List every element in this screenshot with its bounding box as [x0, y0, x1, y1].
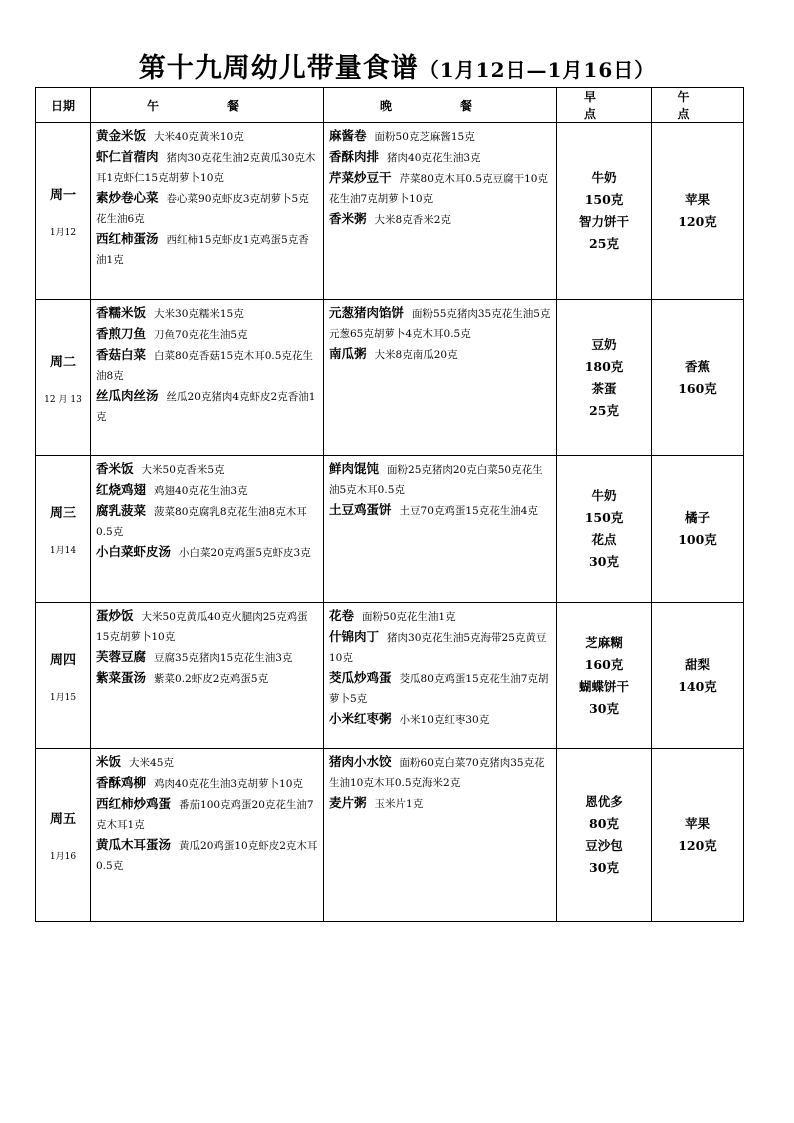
dish-ingredients: 小米10克红枣30克: [399, 714, 490, 726]
day-row: [36, 123, 744, 300]
dish-name: 香煎刀鱼: [96, 326, 147, 341]
header-morning-snack: 早 点: [557, 88, 652, 123]
dish-name: 鲜肉馄饨: [329, 461, 380, 476]
day-date: 1月12: [49, 228, 77, 238]
snack-item: 香蕉: [684, 358, 710, 374]
snack-item: 豆沙包: [585, 838, 623, 853]
dish-ingredients: 丝瓜20克猪肉4克虾皮2克香油1克: [96, 391, 316, 423]
dish-name: 米饭: [96, 754, 122, 769]
day-name: 周一: [49, 188, 76, 203]
dish-name: 虾仁首蓿肉: [96, 149, 159, 164]
snack-item: 120克: [678, 214, 717, 229]
dish-name: 腐乳菠菜: [96, 503, 147, 518]
header-row: [36, 88, 744, 123]
day-date: 12 月 13: [44, 394, 82, 405]
dish-entry: [329, 209, 552, 230]
dish-ingredients: 玉米片1克: [374, 798, 424, 810]
morning-snack-cell: [557, 456, 652, 603]
afternoon-snack-cell: [652, 749, 744, 922]
morning-snack-cell: [557, 603, 652, 749]
snack-item: 豆奶: [591, 336, 617, 352]
snack-item: 120克: [678, 838, 717, 853]
dish-name: 香酥肉排: [329, 149, 380, 164]
day-cell: [36, 456, 91, 603]
dish-ingredients: 猪肉40克花生油3克: [387, 152, 481, 164]
snack-item: 恩优多: [585, 794, 623, 809]
snack-item: 茶蛋: [591, 380, 617, 396]
lunch-cell: [91, 603, 324, 749]
dinner-cell: [324, 300, 557, 456]
dish-ingredients: 大米30克糯米15克: [154, 308, 244, 320]
morning-snack-cell: [557, 300, 652, 456]
dish-entry: [329, 627, 552, 668]
dish-name: 元葱猪肉馅饼: [329, 305, 405, 320]
dish-entry: [96, 345, 319, 386]
dish-name: 香菇白菜: [96, 347, 147, 362]
snack-item: 150克: [584, 192, 624, 207]
dish-ingredients: 黄瓜20鸡蛋10克虾皮2克木耳0.5克: [96, 840, 318, 872]
snack-item: 140克: [678, 678, 717, 694]
dish-name: 西红柿蛋汤: [96, 231, 159, 246]
dish-entry: [96, 324, 319, 345]
dish-entry: [96, 542, 319, 563]
dish-ingredients: 白菜80克香菇15克木耳0.5克花生油8克: [96, 350, 313, 382]
morning-snack-cell: [557, 123, 652, 300]
dish-name: 茭瓜炒鸡蛋: [329, 670, 392, 685]
dish-name: 麻酱卷: [329, 128, 367, 143]
dish-entry: [96, 188, 319, 229]
dish-ingredients: 西红柿15克虾皮1克鸡蛋5克香油1克: [96, 234, 309, 266]
page-title: [0, 46, 794, 85]
dish-ingredients: 大米8克南瓜20克: [374, 349, 458, 361]
dinner-cell: [324, 123, 557, 300]
dish-ingredients: 面粉50克芝麻酱15克: [374, 131, 475, 143]
dish-name: 香米饭: [96, 461, 134, 476]
snack-item: 30克: [589, 700, 619, 716]
lunch-cell: [91, 456, 324, 603]
dish-name: 花卷: [329, 608, 355, 623]
dish-ingredients: 豆腐35克猪肉15克花生油3克: [154, 652, 293, 664]
dish-name: 黄瓜木耳蛋汤: [96, 837, 172, 852]
dish-entry: [329, 168, 552, 209]
dish-entry: [96, 480, 319, 501]
snack-item: 180克: [584, 358, 624, 374]
day-cell: [36, 603, 91, 749]
title-date-range: （1月12日—1月16日）: [418, 58, 656, 82]
header-afternoon-snack: 午 点: [652, 88, 744, 123]
dish-entry: [96, 501, 319, 542]
dish-name: 香酥鸡柳: [96, 775, 147, 790]
dish-entry: [96, 126, 319, 147]
menu-table: [35, 87, 744, 922]
dish-entry: [96, 647, 319, 668]
dish-ingredients: 猪肉30克花生油5克海带25克黄豆10克: [329, 632, 547, 664]
snack-item: 80克: [589, 816, 619, 831]
afternoon-snack-cell: [652, 123, 744, 300]
dish-name: 麦片粥: [329, 795, 367, 810]
header-date: 日期: [36, 88, 91, 123]
snack-item: 150克: [584, 510, 624, 525]
dish-name: 丝瓜肉丝汤: [96, 388, 159, 403]
afternoon-snack-cell: [652, 300, 744, 456]
header-lunch: 午 餐: [91, 88, 324, 123]
dish-entry: [96, 606, 319, 647]
dish-entry: [329, 668, 552, 709]
dish-name: 西红柿炒鸡蛋: [96, 796, 172, 811]
dish-ingredients: 大米8克香米2克: [374, 214, 451, 226]
dish-entry: [96, 147, 319, 188]
dish-ingredients: 刀鱼70克花生油5克: [154, 329, 248, 341]
menu-body: [36, 123, 744, 922]
dish-entry: [96, 668, 319, 689]
snack-item: 苹果: [684, 192, 710, 207]
snack-item: 甜梨: [684, 656, 710, 672]
dish-entry: [329, 147, 552, 168]
snack-item: 30克: [589, 554, 619, 569]
dish-entry: [96, 386, 319, 427]
dinner-cell: [324, 603, 557, 749]
dish-entry: [329, 606, 552, 627]
day-date: 1月14: [49, 546, 77, 556]
dish-entry: [329, 793, 552, 814]
snack-item: 30克: [589, 860, 619, 875]
dish-ingredients: 面粉25克猪肉20克白菜50克花生油5克木耳0.5克: [329, 464, 543, 496]
lunch-cell: [91, 123, 324, 300]
dish-ingredients: 猪肉30克花生油2克黄瓜30克木耳1克虾仁15克胡萝卜10克: [96, 152, 316, 184]
dish-ingredients: 菠菜80克腐乳8克花生油8克木耳0.5克: [96, 506, 307, 538]
dish-name: 小白菜虾皮汤: [96, 544, 172, 559]
afternoon-snack-cell: [652, 603, 744, 749]
day-date: 1月16: [49, 852, 77, 862]
dish-ingredients: 面粉55克猪肉35克花生油5克元葱65克胡萝卜4克木耳0.5克: [329, 308, 551, 340]
snack-item: 蝴蝶饼干: [578, 678, 629, 694]
dish-name: 芙蓉豆腐: [96, 649, 147, 664]
day-cell: [36, 749, 91, 922]
title-main: 第十九周幼儿带量食谱: [138, 53, 419, 84]
dish-entry: [329, 126, 552, 147]
dinner-cell: [324, 456, 557, 603]
snack-item: 牛奶: [591, 488, 617, 503]
dish-entry: [329, 500, 552, 521]
header-dinner: 晚 餐: [324, 88, 557, 123]
dish-ingredients: 大米45克: [129, 757, 174, 769]
dish-entry: [329, 709, 552, 730]
dish-ingredients: 番茄100克鸡蛋20克花生油7克木耳1克: [96, 799, 314, 831]
dish-name: 蛋炒饭: [96, 608, 134, 623]
dish-name: 土豆鸡蛋饼: [329, 502, 392, 517]
dish-ingredients: 鸡肉40克花生油3克胡萝卜10克: [154, 778, 303, 790]
dish-name: 香米粥: [329, 211, 367, 226]
dish-ingredients: 鸡翅40克花生油3克: [154, 485, 248, 497]
snack-item: 橘子: [684, 510, 710, 525]
day-name: 周四: [49, 652, 76, 668]
dish-ingredients: 面粉50克花生油1克: [362, 611, 456, 623]
dish-name: 猪肉小水饺: [329, 754, 392, 769]
dish-name: 紫菜蛋汤: [96, 670, 147, 685]
dish-ingredients: 小白菜20克鸡蛋5克虾皮3克: [179, 547, 311, 559]
day-row: [36, 603, 744, 749]
dish-name: 小米红枣粥: [329, 711, 392, 726]
dish-entry: [96, 773, 319, 794]
snack-item: 智力饼干: [578, 214, 629, 229]
dish-ingredients: 大米50克黄瓜40克火腿肉25克鸡蛋15克胡萝卜10克: [96, 611, 308, 643]
dish-name: 什锦肉丁: [329, 629, 380, 644]
dish-entry: [96, 229, 319, 270]
snack-item: 100克: [678, 532, 717, 547]
snack-item: 160克: [584, 656, 624, 672]
day-row: [36, 300, 744, 456]
snack-item: 芝麻糊: [585, 634, 623, 650]
dish-entry: [329, 303, 552, 344]
dish-name: 素炒卷心菜: [96, 190, 159, 205]
day-name: 周二: [49, 354, 76, 370]
dish-ingredients: 卷心菜90克虾皮3克胡萝卜5克花生油6克: [96, 193, 309, 225]
dish-name: 南瓜粥: [329, 346, 367, 361]
day-date: 1月15: [49, 692, 77, 703]
snack-item: 160克: [678, 380, 717, 396]
snack-item: 花点: [591, 532, 617, 547]
snack-item: 25克: [589, 402, 619, 418]
dish-ingredients: 面粉60克白菜70克猪肉35克花生油10克木耳0.5克海米2克: [329, 757, 545, 789]
dish-name: 红烧鸡翅: [96, 482, 147, 497]
dish-name: 黄金米饭: [96, 128, 147, 143]
day-row: [36, 749, 744, 922]
dish-entry: [96, 794, 319, 835]
morning-snack-cell: [557, 749, 652, 922]
dish-ingredients: 茭瓜80克鸡蛋15克花生油7克胡萝卜5克: [329, 673, 549, 705]
day-cell: [36, 123, 91, 300]
day-row: [36, 456, 744, 603]
lunch-cell: [91, 300, 324, 456]
dish-entry: [96, 752, 319, 773]
day-name: 周五: [49, 812, 76, 827]
day-cell: [36, 300, 91, 456]
lunch-cell: [91, 749, 324, 922]
dish-ingredients: 紫菜0.2虾皮2克鸡蛋5克: [154, 673, 269, 685]
dish-entry: [96, 459, 319, 480]
day-name: 周三: [49, 506, 76, 521]
dish-entry: [96, 835, 319, 876]
dish-entry: [329, 752, 552, 793]
dish-name: 芹菜炒豆干: [329, 170, 392, 185]
dish-entry: [96, 303, 319, 324]
dish-ingredients: 大米50克香米5克: [141, 464, 225, 476]
dinner-cell: [324, 749, 557, 922]
dish-entry: [329, 459, 552, 500]
afternoon-snack-cell: [652, 456, 744, 603]
dish-ingredients: 土豆70克鸡蛋15克花生油4克: [399, 505, 538, 517]
dish-entry: [329, 344, 552, 365]
dish-ingredients: 芹菜80克木耳0.5克豆腐干10克花生油7克胡萝卜10克: [329, 173, 548, 205]
snack-item: 苹果: [684, 816, 710, 831]
snack-item: 25克: [589, 236, 619, 251]
dish-name: 香糯米饭: [96, 305, 147, 320]
snack-item: 牛奶: [591, 170, 617, 185]
dish-ingredients: 大米40克黄米10克: [154, 131, 244, 143]
